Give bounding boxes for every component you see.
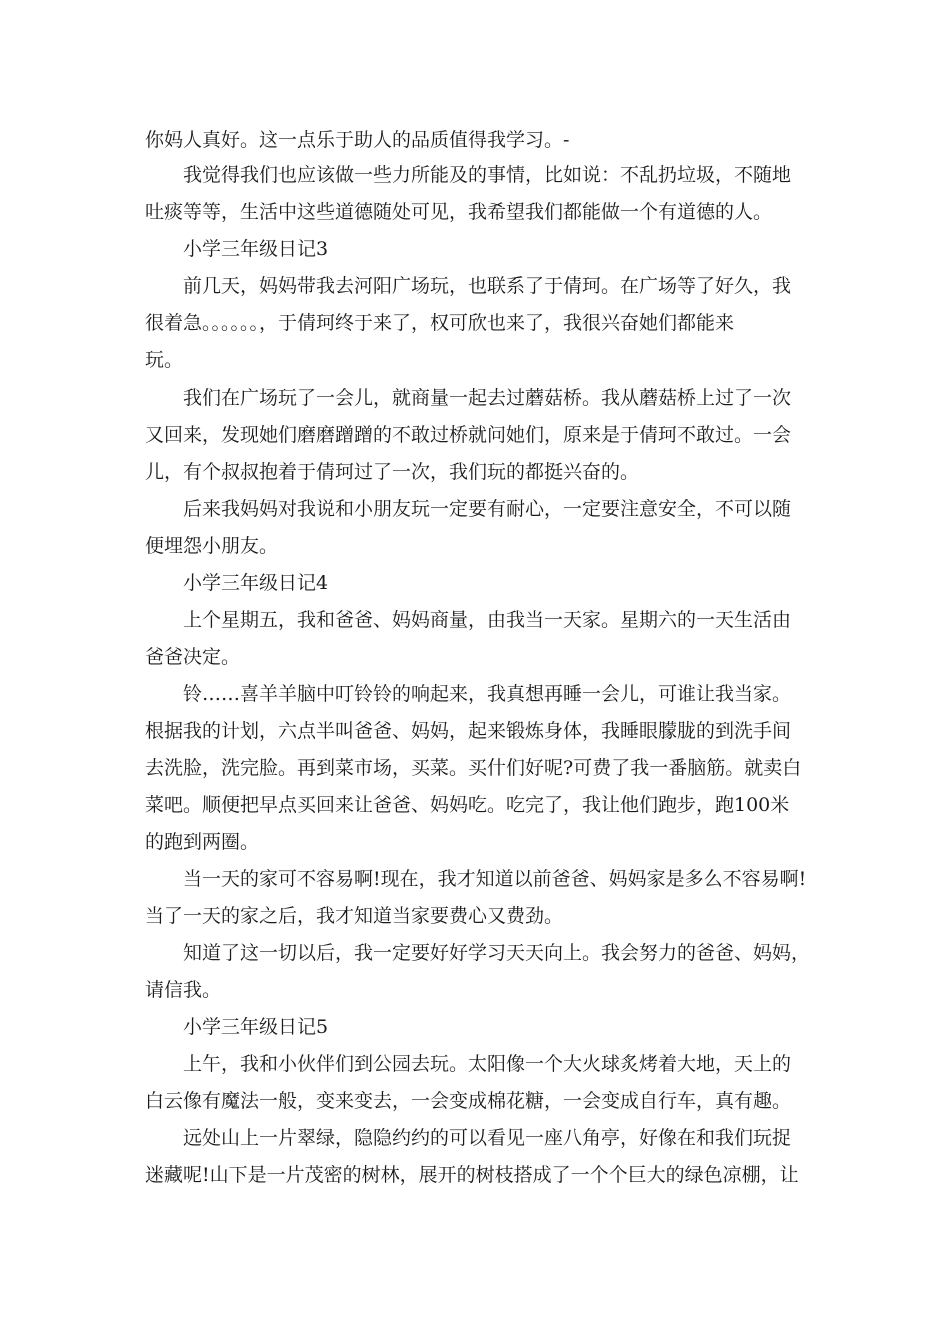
text-line: 很着急。。。。。。，于倩珂终于来了，权可欣也来了，我很兴奋她们都能来: [145, 312, 735, 334]
section-heading: 小学三年级日记5: [183, 1016, 329, 1038]
text-line: 去洗脸，洗完脸。再到菜市场，买菜。买什们好呢?可费了我一番脑筋。就卖白: [145, 757, 802, 779]
text-line: 根据我的计划，六点半叫爸爸、妈妈，起来锻炼身体，我睡眼朦胧的到洗手间: [145, 720, 792, 742]
text-line: 爸爸决定。: [145, 646, 241, 668]
text-line: 我们在广场玩了一会儿，就商量一起去过蘑菇桥。我从蘑菇桥上过了一次: [183, 387, 792, 409]
text-line: 你妈人真好。这一点乐于助人的品质值得我学习。-: [145, 129, 570, 151]
text-line: 我觉得我们也应该做一些力所能及的事情，比如说：不乱扔垃圾，不随地: [183, 164, 792, 186]
text-line: 当一天的家可不容易啊!现在，我才知道以前爸爸、妈妈家是多么不容易啊!: [183, 868, 807, 890]
text-line: 菜吧。顺便把早点买回来让爸爸、妈妈吃。吃完了，我让他们跑步，跑100米: [145, 794, 790, 816]
text-line: 迷藏呢!山下是一片茂密的树林，展开的树枝搭成了一个个巨大的绿色凉棚，让: [145, 1164, 799, 1186]
text-line: 铃……喜羊羊脑中叮铃铃的响起来，我真想再睡一会儿，可谁让我当家。: [183, 683, 792, 705]
text-line: 上个星期五，我和爸爸、妈妈商量，由我当一天家。星期六的一天生活由: [183, 609, 792, 631]
text-line: 远处山上一片翠绿，隐隐约约的可以看见一座八角亭，好像在和我们玩捉: [183, 1127, 792, 1149]
text-line: 当了一天的家之后，我才知道当家要费心又费劲。: [145, 905, 564, 927]
text-line: 又回来，发现她们磨磨蹭蹭的不敢过桥就问她们，原来是于倩珂不敢过。一会: [145, 424, 792, 446]
section-heading: 小学三年级日记3: [183, 238, 329, 260]
text-line: 的跑到两圈。: [145, 831, 260, 853]
text-line: 玩。: [145, 349, 184, 371]
text-line: 便埋怨小朋友。: [145, 535, 279, 557]
text-line: 吐痰等等，生活中这些道德随处可见，我希望我们都能做一个有道德的人。: [145, 201, 773, 223]
text-line: 请信我。: [145, 979, 222, 1001]
text-line: 儿，有个叔叔抱着于倩珂过了一次，我们玩的都挺兴奋的。: [145, 461, 640, 483]
section-heading: 小学三年级日记4: [183, 572, 329, 594]
text-line: 上午，我和小伙伴们到公园去玩。太阳像一个大火球炙烤着大地，天上的: [183, 1053, 792, 1075]
text-line: 前几天，妈妈带我去河阳广场玩，也联系了于倩珂。在广场等了好久，我: [183, 275, 792, 297]
text-line: 后来我妈妈对我说和小朋友玩一定要有耐心，一定要注意安全，不可以随: [183, 498, 792, 520]
text-line: 白云像有魔法一般，变来变去，一会变成棉花糖，一会变成自行车，真有趣。: [145, 1090, 792, 1112]
text-line: 知道了这一切以后，我一定要好好学习天天向上。我会努力的爸爸、妈妈，: [183, 942, 811, 964]
